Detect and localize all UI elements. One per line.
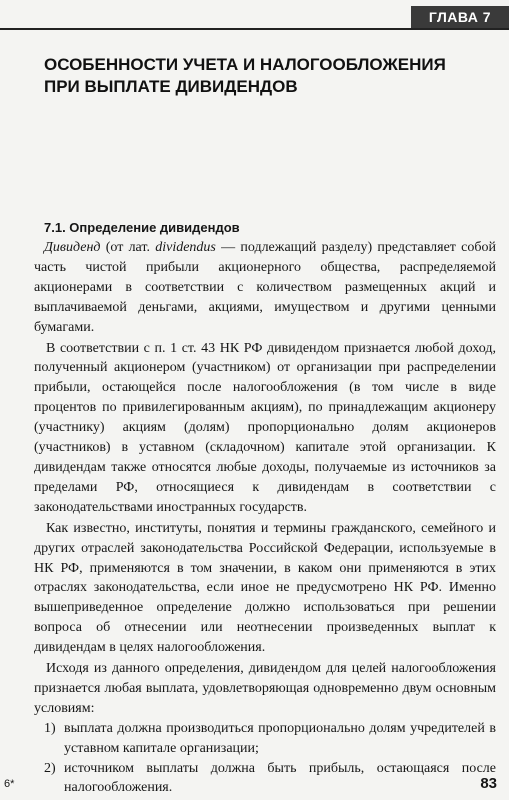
- latin-term: dividendus: [155, 240, 216, 255]
- paragraph-terms: Как известно, институты, понятия и термины гражданского, семейного и других отраслей законодательства Российской Федерации, используемые в НК РФ, применяются в том значении, в каком они применяются в этих отраслях законодательства, если иное не предусмотрено НК РФ. Именно вышеприведенное определение должно использоваться при решении вопроса об отнесении или неотнесении произведенных выплат к дивидендам в целях налогообложения.: [34, 520, 496, 656]
- page-number: 83: [480, 775, 497, 792]
- condition-item: [34, 719, 496, 759]
- chapter-title-line-1: ОСОБЕННОСТИ УЧЕТА И НАЛОГООБЛОЖЕНИЯ: [44, 55, 446, 74]
- condition-number: 1): [44, 720, 56, 736]
- definition-text: — подлежащий разделу) представляет собой часть чистой прибыли акционерного общества, распределяемой акционерами в соответствии с количеством размещенных акций и выплачиваемой деньгами, акциями, имуществом и другими ценными бумагами.: [34, 240, 496, 335]
- paragraph-definition: [34, 238, 496, 338]
- paragraph-tax-code: В соответствии с п. 1 ст. 43 НК РФ дивидендом признается любой доход, полученный акционером (участником) от организации при распределении прибыли, остающейся после налогообложения (в том числе в виде процентов по привилегированным акциям), по принадлежащим акционеру (участнику) акциям (долям) пропорционально долям акционеров (участников) в уставном (складочном) капитале этой организации. К дивидендам также относятся любые доходы, получаемые из источников за пределами РФ, относящиеся к дивидендам в соответствии с законодательствами иностранных государств.: [34, 340, 496, 515]
- chapter-label: ГЛАВА 7: [411, 6, 509, 28]
- section-heading: 7.1. Определение дивидендов: [44, 220, 240, 235]
- chapter-title-line-2: ПРИ ВЫПЛАТЕ ДИВИДЕНДОВ: [44, 77, 298, 96]
- definition-intro: (от лат.: [100, 240, 156, 255]
- signature-mark: 6*: [4, 778, 15, 790]
- condition-item: [34, 759, 496, 799]
- condition-text: источником выплаты должна быть прибыль, остающаяся после налогообложения.: [64, 760, 496, 796]
- chapter-title: [44, 54, 484, 98]
- term-dividend: Дивиденд: [44, 240, 101, 255]
- chapter-header-bar: [0, 6, 509, 30]
- condition-number: 2): [44, 760, 56, 776]
- body-text: [34, 238, 496, 798]
- paragraph-conditions-intro: Исходя из данного определения, дивидендом для целей налогообложения признается любая выплата, удовлетворяющая одновременно двум основным условиям:: [34, 661, 496, 716]
- condition-text: выплата должна производиться пропорционально долям учредителей в уставном капитале организации;: [64, 720, 496, 756]
